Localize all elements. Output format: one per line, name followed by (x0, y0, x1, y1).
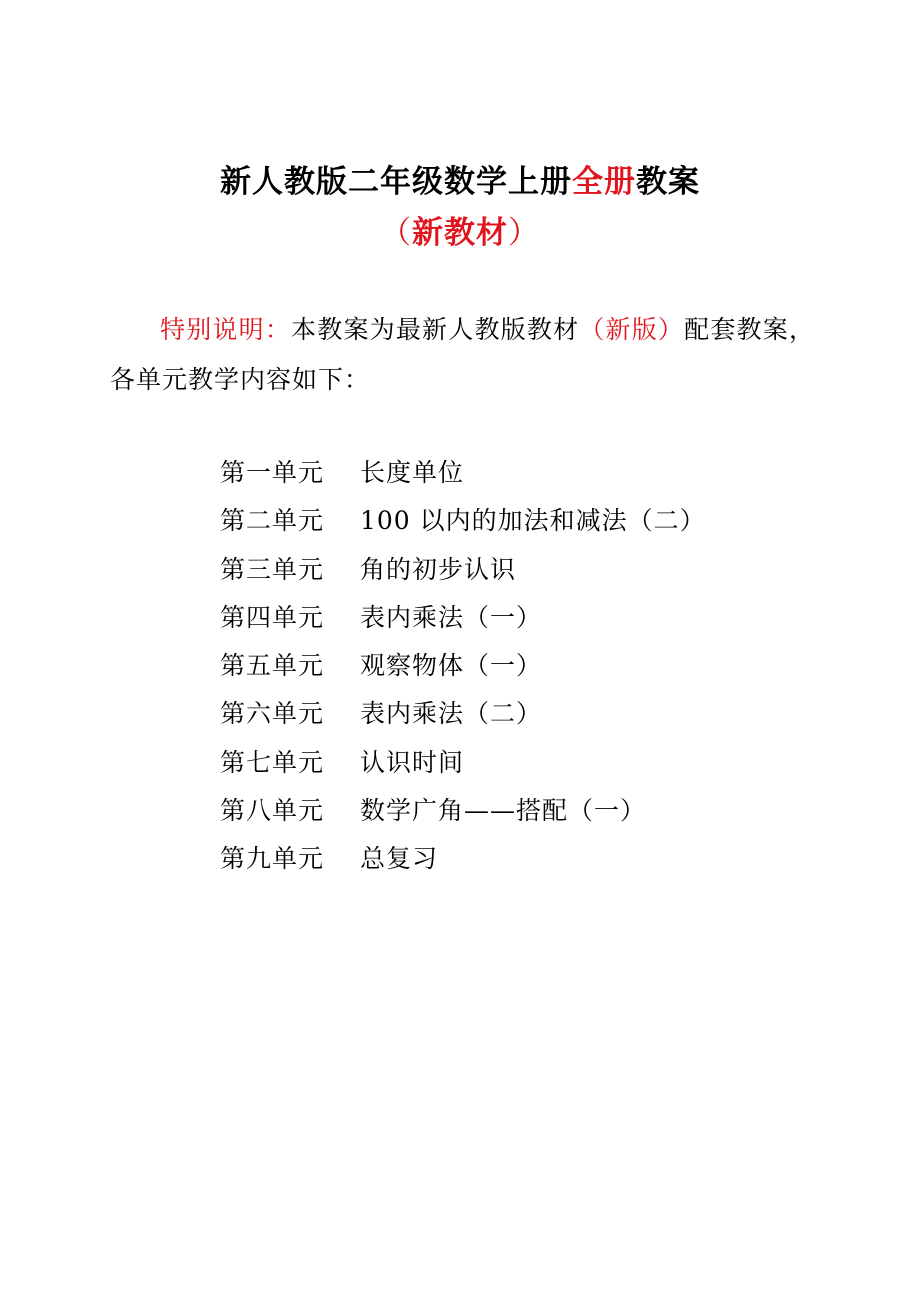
unit-name: 100 以内的加法和减法（二） (360, 506, 706, 536)
unit-number: 第四单元 (220, 602, 325, 632)
unit-item (220, 690, 706, 738)
subtitle-close-paren: ） (508, 215, 540, 251)
unit-name: 数学广角——搭配（一） (360, 796, 647, 826)
unit-item (220, 835, 706, 883)
unit-name: 表内乘法（一） (360, 602, 543, 632)
unit-item (220, 497, 706, 545)
subtitle-open-paren: （ (380, 215, 412, 251)
unit-item (220, 787, 706, 835)
unit-number: 第五单元 (220, 651, 325, 681)
title-highlight: 全册 (572, 164, 636, 200)
unit-item (220, 594, 706, 642)
intro-label: 特别说明： (160, 315, 292, 344)
intro-text2: 配套教案，各单元教学内容如下： (110, 315, 815, 394)
unit-number: 第三单元 (220, 554, 325, 584)
unit-number: 第七单元 (220, 747, 325, 777)
unit-name: 观察物体（一） (360, 651, 543, 681)
unit-name: 总复习 (360, 844, 439, 874)
title-part1: 新人教版二年级数学上册 (220, 164, 572, 200)
unit-item (220, 642, 706, 690)
unit-name: 长度单位 (360, 458, 465, 487)
unit-number: 第八单元 (220, 796, 325, 826)
unit-name: 表内乘法（二） (360, 699, 543, 729)
unit-item (220, 449, 706, 497)
unit-item (220, 546, 706, 594)
unit-number: 第二单元 (220, 506, 325, 536)
unit-number: 第六单元 (220, 699, 325, 729)
intro-text1: 本教案为最新人教版教材 (291, 315, 580, 344)
unit-number: 第九单元 (220, 844, 325, 874)
unit-number: 第一单元 (220, 458, 325, 487)
subtitle-text: 新教材 (412, 215, 508, 251)
unit-name: 角的初步认识 (360, 554, 517, 584)
unit-list (220, 449, 706, 884)
intro-paragraph (110, 305, 815, 405)
document-title (0, 162, 920, 202)
unit-item (220, 739, 706, 787)
title-part2: 教案 (636, 164, 700, 200)
intro-highlight: （新版） (579, 315, 685, 344)
unit-name: 认识时间 (360, 747, 465, 777)
document-subtitle (0, 213, 920, 253)
